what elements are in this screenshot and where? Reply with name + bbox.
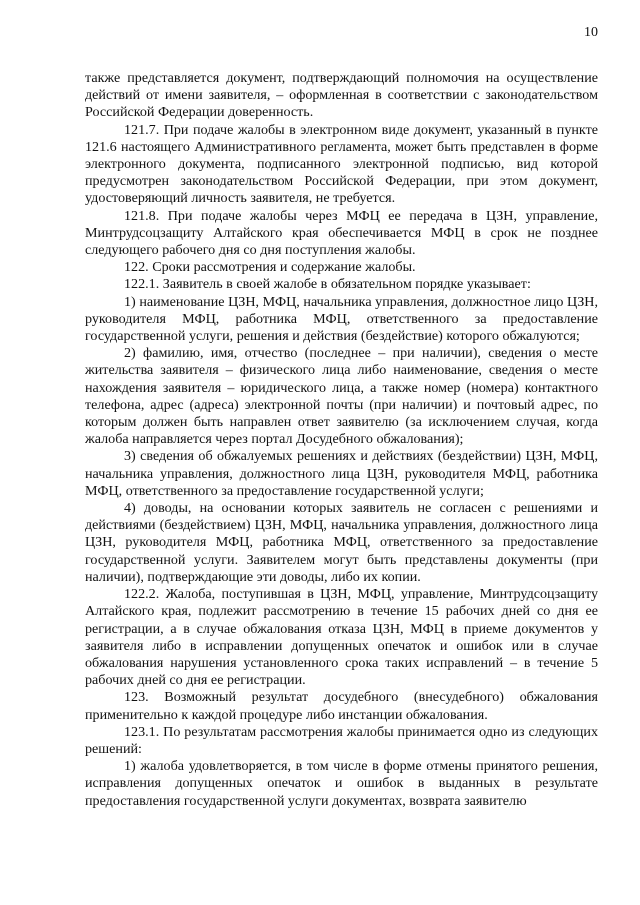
page-number: 10 [584,25,598,40]
section-heading-123: 123. Возможный результат досудебного (внесудебного) обжалования применительно к каждой процедуре либо инстанции обжалования. [85,689,598,723]
paragraph-continuation: также представляется документ, подтверждающий полномочия на осуществление действий от имени заявителя, – оформленная в соответствии с законодательством Российской Федерации доверенность. [85,70,598,121]
paragraph-122-2: 122.2. Жалоба, поступившая в ЦЗН, МФЦ, управление, Минтрудсоцзащиту Алтайского края, подлежит рассмотрению в течение 15 рабочих дней со дня ее регистрации, а в случае обжалования отказа ЦЗН, МФЦ в приеме документов у заявителя либо в исправлении допущенных опечаток и ошибок или в случае обжалования нарушения установленного срока таких исправлений – в течение 5 рабочих дней со дня ее регистрации. [85,586,598,689]
paragraph-121-7: 121.7. При подаче жалобы в электронном виде документ, указанный в пункте 121.6 настоящего Административного регламента, может быть представлен в форме электронного документа, подписанного электронной подписью, вид которой предусмотрен законодательством Российской Федерации, при этом документ, удостоверяющий личность заявителя, не требуется. [85,121,598,207]
list-item-1: 1) наименование ЦЗН, МФЦ, начальника управления, должностное лицо ЦЗН, руководителя МФЦ, работника МФЦ, ответственного за предоставление государственной услуги, решения и действия (бездействие) которого обжалуются; [85,293,598,345]
paragraph-122-1: 122.1. Заявитель в своей жалобе в обязательном порядке указывает: [124,276,531,293]
document-body [85,70,598,810]
section-heading-122: 122. Сроки рассмотрения и содержание жалобы. [124,259,416,276]
list-item-2: 2) фамилию, имя, отчество (последнее – при наличии), сведения о месте жительства заявителя – физического лица либо наименование, сведения о месте нахождения заявителя – юридического лица, а также номер (номера) контактного телефона, адрес (адреса) электронной почты (при наличии) и почтовый адрес, по которым должен быть направлен ответ заявителю (за исключением случая, когда жалоба направляется через портал Досудебного обжалования); [85,345,598,448]
list-item-4: 4) доводы, на основании которых заявитель не согласен с решениями и действиями (бездействием) ЦЗН, МФЦ, начальника управления, должностного лица ЦЗН, руководителя МФЦ, работника МФЦ, ответственного за предоставление государственной услуги. Заявителем могут быть представлены документы (при наличии), подтверждающие эти доводы, либо их копии. [85,500,598,585]
paragraph-123-1: 123.1. По результатам рассмотрения жалобы принимается одно из следующих решений: [85,723,598,757]
paragraph-121-8: 121.8. При подаче жалобы через МФЦ ее передача в ЦЗН, управление, Минтрудсоцзащиту Алтайского края обеспечивается МФЦ в срок не позднее следующего рабочего дня со дня поступления жалобы. [85,207,598,259]
decision-item-1: 1) жалоба удовлетворяется, в том числе в форме отмены принятого решения, исправления допущенных опечаток и ошибок в выданных в результате предоставления государственной услуги документах, возврата заявителю [85,758,598,809]
list-item-3: 3) сведения об обжалуемых решениях и действиях (бездействии) ЦЗН, МФЦ, начальника управления, должностного лица ЦЗН, руководителя МФЦ, работника МФЦ, ответственного за предоставление государственной услуги; [85,448,598,499]
